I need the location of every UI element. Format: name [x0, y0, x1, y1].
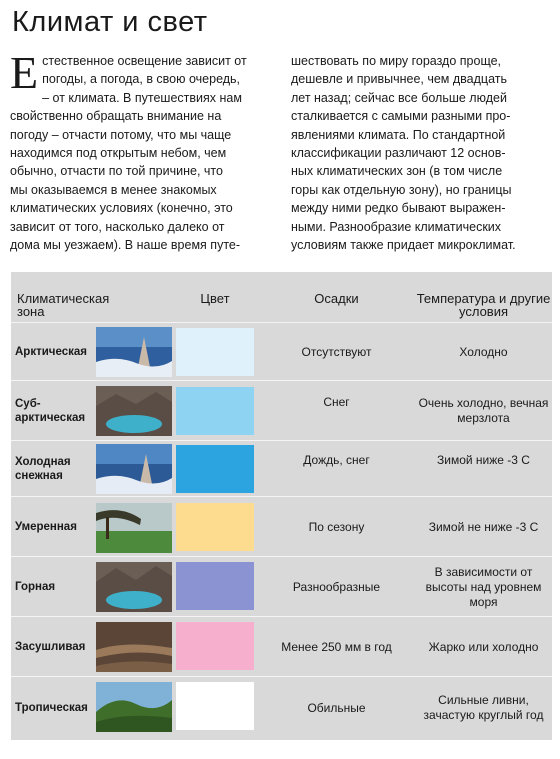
intro-line: свойственно обращать внимание на	[10, 109, 222, 124]
tropical-photo	[96, 682, 172, 732]
temp-cell: Жарко или холодно	[428, 639, 539, 654]
cold-snow-photo	[96, 444, 172, 494]
zone-name: Холодная снежная	[15, 456, 71, 482]
color-swatch	[176, 503, 254, 551]
intro-line: явлениями климата. По стандартной	[291, 127, 506, 142]
precip-cell: Дождь, снег	[303, 453, 370, 467]
intro-left-column	[10, 47, 280, 254]
zone-name: Арктическая	[15, 346, 87, 358]
precip-cell: Разнообразные	[292, 579, 381, 594]
intro-line: условиям также придает микроклимат.	[291, 238, 516, 253]
intro-line: между ними редко бывают выражен-	[291, 201, 506, 216]
intro-line: лет назад; сейчас все больше людей	[291, 90, 507, 105]
intro-line: дешевле и привычнее, чем двадцать	[291, 72, 507, 87]
precip-cell: По сезону	[308, 519, 365, 534]
intro-line: климатических условиях (конечно, это	[10, 201, 233, 216]
header-temp: Температура и другие условия	[416, 291, 551, 319]
temp-cell: Сильные ливни, зачастую круглый год	[423, 693, 544, 722]
intro-line: ными. Разнообразие климатических	[291, 219, 502, 234]
color-swatch	[176, 328, 254, 376]
color-swatch	[176, 445, 254, 493]
climate-table	[11, 272, 552, 740]
temp-cell: Очень холодно, вечная мерзлота	[418, 396, 549, 425]
intro-line: зависит от того, насколько далеко от	[10, 219, 225, 234]
intro-line: ных климатических зон (в том числе	[291, 164, 503, 179]
temp-cell: Зимой ниже -3 С	[437, 453, 530, 467]
intro-line: дома мы уезжаем). В наше время путе-	[10, 238, 241, 253]
temperate-photo	[96, 503, 172, 553]
intro-line: классификации различают 12 основ-	[291, 146, 506, 161]
page-title: Климат и свет	[12, 6, 208, 38]
zone-name: Умеренная	[15, 521, 77, 533]
arid-photo	[96, 622, 172, 672]
color-swatch	[176, 387, 254, 435]
header-precip: Осадки	[314, 291, 359, 306]
intro-line: шествовать по миру гораздо проще,	[291, 54, 502, 68]
temp-cell: Холодно	[459, 344, 508, 359]
table-row	[11, 440, 552, 497]
zone-name: Суб-арктическая	[15, 398, 86, 424]
temp-cell: В зависимости от высоты над уровнем моря	[425, 564, 542, 609]
intro-line: стественное освещение зависит от	[42, 54, 247, 68]
zone-name: Тропическая	[15, 702, 88, 714]
arctic-photo	[96, 327, 172, 377]
color-swatch	[176, 622, 254, 670]
temp-cell: Зимой не ниже -3 С	[428, 519, 539, 534]
precip-cell: Снег	[323, 395, 350, 409]
header-color: Цвет	[200, 291, 230, 306]
zone-name: Горная	[15, 581, 56, 593]
table-row	[11, 556, 552, 617]
intro-line: горы как отдельную зону), но границы	[291, 182, 512, 197]
drop-cap: Е	[10, 47, 39, 98]
intro-line: погоды, а погода, в свою очередь,	[42, 72, 241, 87]
zone-name: Засушливая	[15, 641, 86, 653]
intro-line: – от климата. В путешествиях нам	[42, 90, 242, 105]
color-swatch	[176, 682, 254, 730]
table-row	[11, 496, 552, 557]
intro-line: находимся под открытым небом, чем	[10, 146, 227, 161]
intro-line: мы оказываемся в менее знакомых	[10, 182, 217, 197]
header-zone: Климатическая зона	[17, 291, 110, 319]
precip-cell: Менее 250 мм в год	[281, 639, 392, 654]
intro-line: обычно, отчасти по той причине, что	[10, 164, 223, 179]
table-row	[11, 380, 552, 441]
table-header	[11, 272, 552, 322]
mountain-photo	[96, 562, 172, 612]
subarctic-photo	[96, 386, 172, 436]
table-row	[11, 322, 552, 381]
table-row	[11, 616, 552, 677]
precip-cell: Обильные	[307, 700, 366, 715]
precip-cell: Отсутствуют	[301, 344, 372, 359]
color-swatch	[176, 562, 254, 610]
table-row	[11, 676, 552, 739]
intro-line: сталкивается с самыми разными про-	[291, 109, 511, 124]
intro-right-column	[291, 52, 553, 254]
intro-line: погоду – отчасти потому, что мы чаще	[10, 127, 232, 142]
